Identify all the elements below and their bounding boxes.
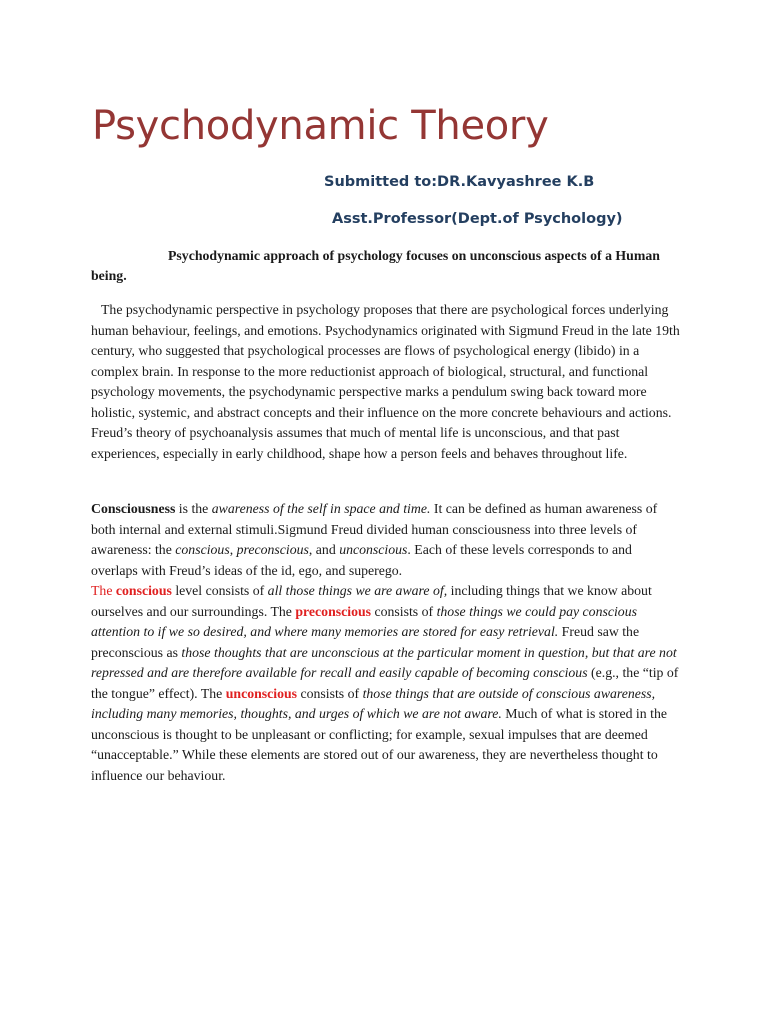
italic-run: those thoughts that are unconscious at the particular moment in question, but that are not repressed and are therefore available for recall and easily capable of becoming conscious — [91, 644, 677, 680]
term-conscious: conscious — [115, 583, 172, 598]
text-run: consists of — [371, 603, 437, 619]
italic-run: those things that are outside of conscious awareness, including many memories, thoughts, and urges of which we are not aware. — [91, 685, 656, 721]
text-run: , — [229, 542, 237, 557]
italic-run: awareness of the self in space and time. — [211, 501, 431, 516]
paragraph-consciousness — [91, 499, 681, 786]
text-run: including things that we know about ourselves and our surroundings. The — [91, 583, 652, 619]
italic-run: conscious — [175, 542, 230, 557]
designation: Asst.Professor(Dept.of Psychology) — [332, 211, 623, 227]
text-run: consists of — [297, 685, 363, 701]
text-run: , and — [308, 542, 340, 557]
text-run: . Each of these levels corresponds to and overlaps with Freud’s ideas of the id, ego, and superego. — [91, 542, 632, 578]
text-run: level consists of — [171, 583, 268, 598]
text-run: is the — [175, 501, 212, 516]
term-unconscious: unconscious — [225, 685, 298, 701]
submitted-to: Submitted to:DR.Kavyashree K.B — [324, 174, 595, 190]
paragraph-1-text: The psychodynamic perspective in psychology proposes that there are psychological forces underlying human behaviour, feelings, and emotions. Psychodynamics originated with Sigmund Freud in the late 19th century, who suggested that psychological processes are flows of psychological energy (libido) in a complex brain. In response to the more reductionist approach of biological, structural, and functional psychology movements, the psychodynamic perspective marks a pendulum swing back toward more holistic, systemic, and abstract concepts and their influence on the more concrete behaviours and actions. Freud’s theory of psychoanalysis assumes that much of mental life is unconscious, and that past experiences, especially in early childhood, shape how a person feels and behaves throughout life. — [91, 302, 680, 461]
page-title: Psychodynamic Theory — [92, 103, 549, 149]
lead-paragraph — [91, 246, 671, 286]
text-run: Freud saw the preconscious as — [91, 624, 640, 660]
text-run: It can be defined as human awareness of both internal and external stimuli.Sigmund Freud divided human consciousness into three levels of awareness: the — [91, 501, 658, 557]
italic-run: preconscious — [236, 542, 309, 557]
highlight-the: The — [91, 583, 116, 598]
term-preconscious: preconscious — [295, 603, 372, 619]
text-run: Much of what is stored in the unconscious is thought to be unpleasant or conflicting; for example, sexual impulses that are deemed “unacceptable.” While these elements are stored out of our awareness, they are nevertheless thought to influence our behaviour. — [91, 706, 667, 783]
paragraph-psychodynamic-perspective — [91, 300, 681, 464]
italic-run: all those things we are aware of, — [267, 583, 448, 598]
italic-run: those things we could pay conscious attention to if we so desired, and where many memories are stored for easy retrieval. — [91, 603, 637, 639]
lead-text: Psychodynamic approach of psychology focuses on unconscious aspects of a Human being. — [91, 248, 660, 283]
term-consciousness: Consciousness — [91, 501, 176, 516]
italic-run: unconscious — [339, 542, 408, 557]
text-run: (e.g., the “tip of the tongue” effect). The — [91, 665, 679, 701]
